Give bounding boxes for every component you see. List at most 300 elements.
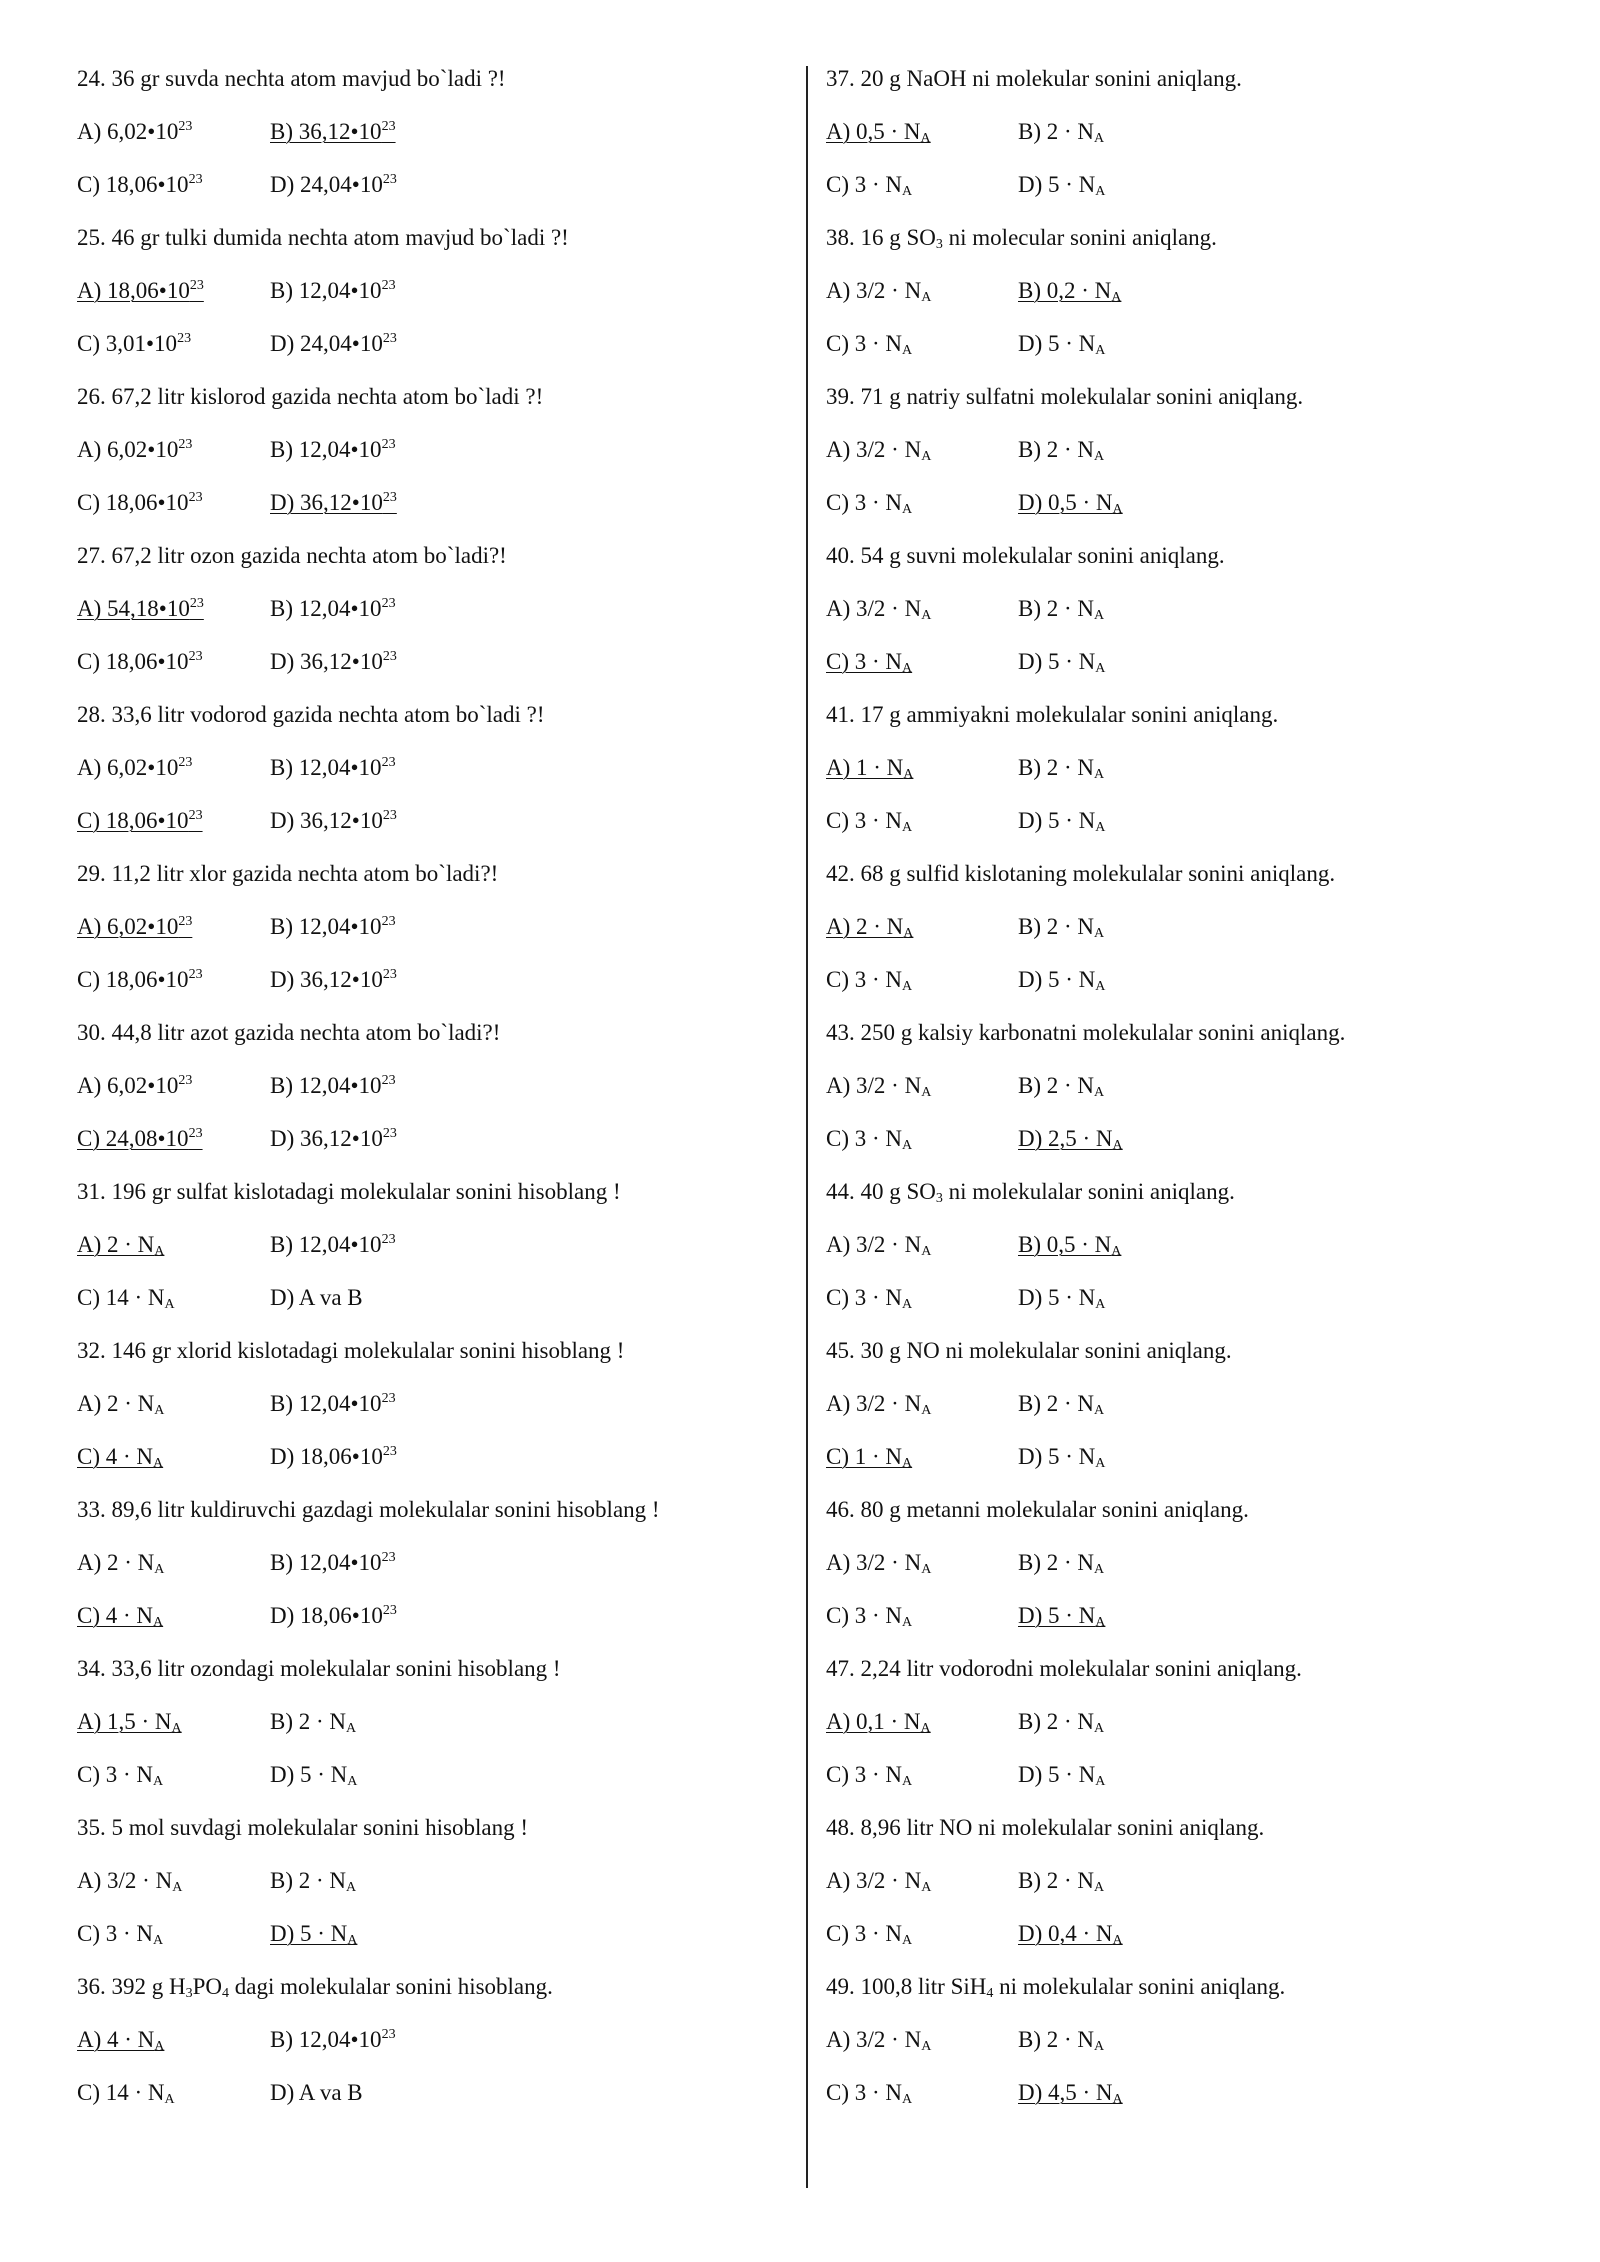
answer-option-label: C) 3 · N [826, 1126, 903, 1151]
question-text [77, 859, 797, 888]
avogadro-subscript: A [153, 1456, 164, 1471]
answer-option-label: B) 0,2 · N [1018, 278, 1112, 303]
question-number: 25. [77, 225, 106, 250]
question-block [826, 223, 1486, 358]
answer-option[interactable] [270, 2025, 396, 2054]
answer-option[interactable] [270, 912, 396, 941]
answer-option[interactable] [1018, 329, 1105, 358]
option-row [77, 753, 797, 782]
question-number: 47. [826, 1656, 855, 1681]
answer-option[interactable] [826, 965, 1018, 994]
avogadro-subscript: A [171, 1721, 182, 1736]
avogadro-subscript: A [921, 1403, 932, 1418]
question-number: 43. [826, 1020, 855, 1045]
exponent: 23 [381, 1232, 396, 1247]
avogadro-subscript: A [153, 1774, 164, 1789]
question-block [77, 1336, 797, 1471]
avogadro-subscript: A [902, 979, 913, 994]
answer-option[interactable] [77, 1601, 270, 1630]
answer-option[interactable] [270, 1389, 396, 1418]
answer-option[interactable] [77, 1866, 270, 1895]
answer-option-body [1018, 119, 1104, 144]
answer-option[interactable] [1018, 2078, 1123, 2107]
exponent: 23 [382, 1126, 397, 1141]
answer-option-body [826, 490, 912, 515]
answer-option-label: C) 3 · N [826, 967, 903, 992]
question-block [77, 1495, 797, 1630]
question-prompt: 196 gr sulfat kislotadagi molekulalar sonini hisoblang ! [111, 1179, 621, 1204]
answer-option[interactable] [77, 912, 270, 941]
avogadro-subscript: A [346, 1880, 357, 1895]
question-text-part: dagi molekulalar sonini hisoblang. [229, 1974, 553, 1999]
answer-option[interactable] [270, 647, 397, 676]
question-prompt: 80 g metanni molekulalar sonini aniqlang. [860, 1497, 1249, 1522]
answer-option[interactable] [270, 1124, 397, 1153]
answer-option[interactable] [270, 1283, 363, 1312]
answer-option[interactable] [77, 1230, 270, 1259]
answer-option-body [826, 2080, 912, 2105]
option-row [826, 965, 1486, 994]
answer-option[interactable] [826, 435, 1018, 464]
option-row [77, 1389, 797, 1418]
answer-option-label: D) 4,5 · N [1018, 2080, 1113, 2105]
answer-option[interactable] [826, 1389, 1018, 1418]
question-number: 27. [77, 543, 106, 568]
answer-option-label: A) 6,02•10 [77, 437, 179, 462]
answer-option[interactable] [270, 1919, 357, 1948]
avogadro-subscript: A [1111, 1244, 1122, 1259]
answer-option-label: D) 5 · N [1018, 967, 1096, 992]
answer-option[interactable] [77, 488, 270, 517]
answer-option-body [270, 1603, 397, 1628]
answer-option[interactable] [1018, 1548, 1104, 1577]
answer-option-label: A) 3/2 · N [826, 437, 922, 462]
exponent: 23 [178, 914, 193, 929]
answer-option-body [77, 490, 203, 515]
question-text [826, 382, 1486, 411]
answer-option[interactable] [270, 117, 396, 146]
question-block [826, 1972, 1486, 2107]
answer-option-label: A) 3/2 · N [826, 1550, 922, 1575]
question-prompt: 44,8 litr azot gazida nechta atom bo`ladi?! [111, 1020, 501, 1045]
option-row [826, 594, 1486, 623]
answer-option[interactable] [1018, 1442, 1105, 1471]
question-text [77, 1336, 797, 1365]
answer-option-body [77, 1073, 192, 1098]
answer-option[interactable] [1018, 117, 1104, 146]
answer-option[interactable] [1018, 647, 1105, 676]
avogadro-subscript: A [154, 1403, 165, 1418]
answer-option[interactable] [826, 1442, 1018, 1471]
question-text [77, 1018, 797, 1047]
question-prompt: 71 g natriy sulfatni molekulalar sonini aniqlang. [860, 384, 1304, 409]
answer-option-body [270, 1709, 356, 1734]
question-block [77, 859, 797, 994]
answer-option[interactable] [1018, 965, 1105, 994]
answer-option[interactable] [1018, 912, 1104, 941]
answer-option[interactable] [77, 594, 270, 623]
answer-option-label: A) 6,02•10 [77, 1073, 179, 1098]
question-block [77, 1654, 797, 1789]
avogadro-subscript: A [921, 290, 932, 305]
answer-option[interactable] [270, 1442, 397, 1471]
answer-option-label: D) 5 · N [1018, 1285, 1096, 1310]
question-block [77, 382, 797, 517]
answer-option-label: D) 24,04•10 [270, 331, 383, 356]
answer-option-body [826, 649, 912, 674]
answer-option-body [77, 1550, 164, 1575]
answer-option-body [270, 1073, 396, 1098]
answer-option-body [270, 1444, 397, 1469]
question-prompt: 250 g kalsiy karbonatni molekulalar sonini aniqlang. [860, 1020, 1346, 1045]
answer-option[interactable] [1018, 1919, 1123, 1948]
answer-option[interactable] [1018, 2025, 1104, 2054]
question-prompt: 67,2 litr kislorod gazida nechta atom bo`ladi ?! [111, 384, 544, 409]
question-text [826, 1495, 1486, 1524]
answer-option-label: D) 5 · N [1018, 808, 1096, 833]
answer-option-body [270, 1762, 357, 1787]
answer-option[interactable] [826, 117, 1018, 146]
answer-option[interactable] [77, 965, 270, 994]
answer-option-label: A) 54,18•10 [77, 596, 190, 621]
answer-option-label: B) 2 · N [1018, 2027, 1095, 2052]
question-prompt: 20 g NaOH ni molekular sonini aniqlang. [860, 66, 1242, 91]
answer-option[interactable] [826, 1866, 1018, 1895]
question-text [77, 64, 797, 93]
answer-option[interactable] [270, 329, 397, 358]
answer-option[interactable] [77, 1071, 270, 1100]
question-prompt: 5 mol suvdagi molekulalar sonini hisoblang ! [111, 1815, 529, 1840]
answer-option-body [1018, 755, 1104, 780]
answer-option-body [77, 278, 204, 303]
avogadro-subscript: A [164, 1297, 175, 1312]
answer-option[interactable] [826, 1601, 1018, 1630]
question-block [826, 382, 1486, 517]
answer-option-label: B) 12,04•10 [270, 914, 382, 939]
answer-option-body [1018, 172, 1105, 197]
answer-option[interactable] [270, 1866, 356, 1895]
option-row [826, 1124, 1486, 1153]
question-text [826, 1177, 1486, 1206]
answer-option[interactable] [270, 594, 396, 623]
question-text [77, 700, 797, 729]
avogadro-subscript: A [1094, 1403, 1105, 1418]
question-text [826, 1654, 1486, 1683]
answer-option[interactable] [77, 329, 270, 358]
formula-subscript: 4 [222, 1986, 230, 2001]
answer-option[interactable] [77, 806, 270, 835]
option-row [826, 2078, 1486, 2107]
avogadro-subscript: A [902, 1933, 913, 1948]
answer-option[interactable] [270, 1071, 396, 1100]
question-text-part: 40 g SO [860, 1179, 936, 1204]
answer-option[interactable] [77, 170, 270, 199]
question-number: 29. [77, 861, 106, 886]
answer-option[interactable] [826, 1548, 1018, 1577]
avogadro-subscript: A [903, 926, 914, 941]
answer-option[interactable] [826, 2078, 1018, 2107]
answer-option[interactable] [270, 170, 397, 199]
exponent: 23 [188, 1126, 203, 1141]
answer-option[interactable] [1018, 435, 1104, 464]
answer-option[interactable] [77, 1442, 270, 1471]
answer-option-body [77, 808, 203, 833]
exponent: 23 [382, 649, 397, 664]
question-text-part: ni molecular sonini aniqlang. [942, 225, 1217, 250]
option-row [77, 2025, 797, 2054]
answer-option-label: B) 12,04•10 [270, 437, 382, 462]
answer-option-label: A) 2 · N [826, 914, 904, 939]
answer-option[interactable] [77, 1760, 270, 1789]
answer-option[interactable] [1018, 1389, 1104, 1418]
option-row [826, 1919, 1486, 1948]
answer-option-label: B) 12,04•10 [270, 596, 382, 621]
question-text [77, 1495, 797, 1524]
answer-option-label: B) 2 · N [270, 1709, 347, 1734]
answer-option[interactable] [270, 276, 396, 305]
answer-option-label: C) 3 · N [826, 490, 903, 515]
answer-option-body [77, 596, 204, 621]
avogadro-subscript: A [1094, 1721, 1105, 1736]
answer-option[interactable] [77, 1707, 270, 1736]
answer-option[interactable] [270, 753, 396, 782]
question-number: 32. [77, 1338, 106, 1363]
avogadro-subscript: A [1095, 184, 1106, 199]
avogadro-subscript: A [902, 661, 913, 676]
question-number: 37. [826, 66, 855, 91]
question-prompt: 67,2 litr ozon gazida nechta atom bo`ladi?! [111, 543, 507, 568]
answer-option[interactable] [1018, 1230, 1121, 1259]
answer-option[interactable] [77, 753, 270, 782]
question-prompt: 33,6 litr ozondagi molekulalar sonini hisoblang ! [111, 1656, 561, 1681]
avogadro-subscript: A [1094, 1562, 1105, 1577]
answer-option[interactable] [77, 1283, 270, 1312]
question-number: 49. [826, 1974, 855, 1999]
avogadro-subscript: A [902, 1456, 913, 1471]
answer-option-body [270, 2080, 363, 2105]
answer-option-body [826, 1073, 931, 1098]
answer-option-body [826, 2027, 931, 2052]
answer-option-label: C) 18,06•10 [77, 172, 189, 197]
answer-option[interactable] [77, 2078, 270, 2107]
answer-option[interactable] [77, 435, 270, 464]
answer-option-label: B) 12,04•10 [270, 278, 382, 303]
option-row [826, 1283, 1486, 1312]
question-block [826, 1654, 1486, 1789]
answer-option[interactable] [77, 2025, 270, 2054]
answer-option[interactable] [826, 488, 1018, 517]
answer-option[interactable] [1018, 1124, 1123, 1153]
answer-option-body [77, 1762, 163, 1787]
answer-option[interactable] [826, 170, 1018, 199]
answer-option[interactable] [1018, 594, 1104, 623]
answer-option-body [270, 755, 396, 780]
avogadro-subscript: A [1095, 343, 1106, 358]
option-row [77, 1601, 797, 1630]
answer-option-label: D) 5 · N [1018, 649, 1096, 674]
answer-option-label: A) 6,02•10 [77, 755, 179, 780]
answer-option-body [826, 1762, 912, 1787]
question-block [77, 223, 797, 358]
answer-option[interactable] [826, 1071, 1018, 1100]
answer-option-label: D) A va B [270, 1285, 363, 1310]
avogadro-subscript: A [921, 2039, 932, 2054]
option-row [77, 647, 797, 676]
question-text [77, 223, 797, 252]
answer-option[interactable] [1018, 806, 1105, 835]
answer-option-body [826, 755, 913, 780]
answer-option[interactable] [826, 594, 1018, 623]
answer-option[interactable] [77, 1548, 270, 1577]
answer-option[interactable] [270, 1760, 357, 1789]
answer-option[interactable] [270, 1707, 356, 1736]
answer-option[interactable] [270, 965, 397, 994]
answer-option[interactable] [1018, 1283, 1105, 1312]
answer-option-body [826, 1603, 912, 1628]
answer-option[interactable] [826, 1919, 1018, 1948]
avogadro-subscript: A [1112, 1933, 1123, 1948]
answer-option-label: D) 2,5 · N [1018, 1126, 1113, 1151]
answer-option-body [826, 331, 912, 356]
answer-option[interactable] [826, 1283, 1018, 1312]
exponent: 23 [188, 808, 203, 823]
answer-option[interactable] [270, 2078, 363, 2107]
answer-option-body [826, 119, 931, 144]
exponent: 23 [381, 119, 396, 134]
exponent: 23 [382, 808, 397, 823]
exponent: 23 [381, 2027, 396, 2042]
answer-option[interactable] [270, 1601, 397, 1630]
avogadro-subscript: A [1094, 608, 1105, 623]
answer-option[interactable] [826, 647, 1018, 676]
answer-option-body [1018, 914, 1104, 939]
answer-option-label: C) 3 · N [826, 331, 903, 356]
right-question-column [826, 64, 1486, 2131]
answer-option[interactable] [1018, 1601, 1105, 1630]
exponent: 23 [381, 914, 396, 929]
answer-option-label: C) 18,06•10 [77, 808, 189, 833]
answer-option[interactable] [270, 806, 397, 835]
answer-option[interactable] [826, 1760, 1018, 1789]
answer-option[interactable] [77, 117, 270, 146]
avogadro-subscript: A [1111, 290, 1122, 305]
answer-option-body [1018, 1444, 1105, 1469]
answer-option[interactable] [77, 276, 270, 305]
option-row [77, 594, 797, 623]
option-row [826, 170, 1486, 199]
question-block [77, 64, 797, 199]
answer-option[interactable] [270, 1548, 396, 1577]
answer-option-label: D) 5 · N [270, 1762, 348, 1787]
exponent: 23 [178, 437, 193, 452]
question-prompt: 68 g sulfid kislotaning molekulalar sonini aniqlang. [860, 861, 1336, 886]
answer-option[interactable] [826, 912, 1018, 941]
answer-option[interactable] [1018, 170, 1105, 199]
answer-option[interactable] [826, 1124, 1018, 1153]
exponent: 23 [178, 1073, 193, 1088]
answer-option[interactable] [826, 1230, 1018, 1259]
answer-option-label: D) 5 · N [1018, 1762, 1096, 1787]
answer-option-body [270, 490, 397, 515]
question-number: 31. [77, 1179, 106, 1204]
answer-option-body [826, 437, 931, 462]
avogadro-subscript: A [902, 2092, 913, 2107]
question-block [77, 1972, 797, 2107]
answer-option[interactable] [1018, 1707, 1104, 1736]
answer-option[interactable] [1018, 276, 1121, 305]
answer-option-label: C) 3 · N [826, 808, 903, 833]
avogadro-subscript: A [920, 1721, 931, 1736]
answer-option-body [270, 119, 396, 144]
avogadro-subscript: A [921, 1085, 932, 1100]
option-row [77, 117, 797, 146]
exponent: 23 [188, 649, 203, 664]
question-prompt: 89,6 litr kuldiruvchi gazdagi molekulalar sonini hisoblang ! [111, 1497, 660, 1522]
answer-option-label: D) 36,12•10 [270, 967, 383, 992]
answer-option-label: B) 2 · N [1018, 596, 1095, 621]
answer-option[interactable] [1018, 488, 1123, 517]
answer-option-label: B) 2 · N [1018, 914, 1095, 939]
avogadro-subscript: A [1112, 2092, 1123, 2107]
answer-option-body [1018, 437, 1104, 462]
answer-option[interactable] [1018, 1071, 1104, 1100]
answer-option-label: A) 6,02•10 [77, 914, 179, 939]
answer-option-body [270, 172, 397, 197]
avogadro-subscript: A [902, 1774, 913, 1789]
option-row [826, 1389, 1486, 1418]
answer-option[interactable] [77, 1124, 270, 1153]
answer-option-body [1018, 2080, 1123, 2105]
answer-option[interactable] [77, 1919, 270, 1948]
answer-option-label: B) 36,12•10 [270, 119, 382, 144]
question-number: 45. [826, 1338, 855, 1363]
question-text [826, 1972, 1486, 2001]
option-row [77, 1124, 797, 1153]
answer-option[interactable] [826, 1707, 1018, 1736]
answer-option[interactable] [270, 1230, 396, 1259]
avogadro-subscript: A [1094, 2039, 1105, 2054]
answer-option[interactable] [1018, 1866, 1104, 1895]
answer-option[interactable] [826, 276, 1018, 305]
question-block [77, 1018, 797, 1153]
answer-option-body [270, 596, 396, 621]
answer-option[interactable] [77, 1389, 270, 1418]
answer-option[interactable] [77, 647, 270, 676]
answer-option[interactable] [826, 2025, 1018, 2054]
answer-option[interactable] [826, 329, 1018, 358]
answer-option[interactable] [826, 806, 1018, 835]
answer-option-label: D) 36,12•10 [270, 1126, 383, 1151]
question-text-part: 100,8 litr SiH [860, 1974, 987, 1999]
answer-option-label: D) 5 · N [1018, 1444, 1096, 1469]
answer-option-label: D) 0,5 · N [1018, 490, 1113, 515]
answer-option-label: B) 12,04•10 [270, 1550, 382, 1575]
answer-option[interactable] [1018, 1760, 1105, 1789]
option-row [77, 1919, 797, 1948]
avogadro-subscript: A [902, 1297, 913, 1312]
answer-option-label: B) 2 · N [1018, 1709, 1095, 1734]
answer-option[interactable] [826, 753, 1018, 782]
exponent: 23 [382, 1444, 397, 1459]
answer-option[interactable] [270, 435, 396, 464]
answer-option[interactable] [270, 488, 397, 517]
question-prompt: 33,6 litr vodorod gazida nechta atom bo`ladi ?! [111, 702, 545, 727]
exponent: 23 [188, 490, 203, 505]
answer-option-label: D) 0,4 · N [1018, 1921, 1113, 1946]
answer-option-body [826, 1126, 912, 1151]
answer-option[interactable] [1018, 753, 1104, 782]
exponent: 23 [381, 755, 396, 770]
